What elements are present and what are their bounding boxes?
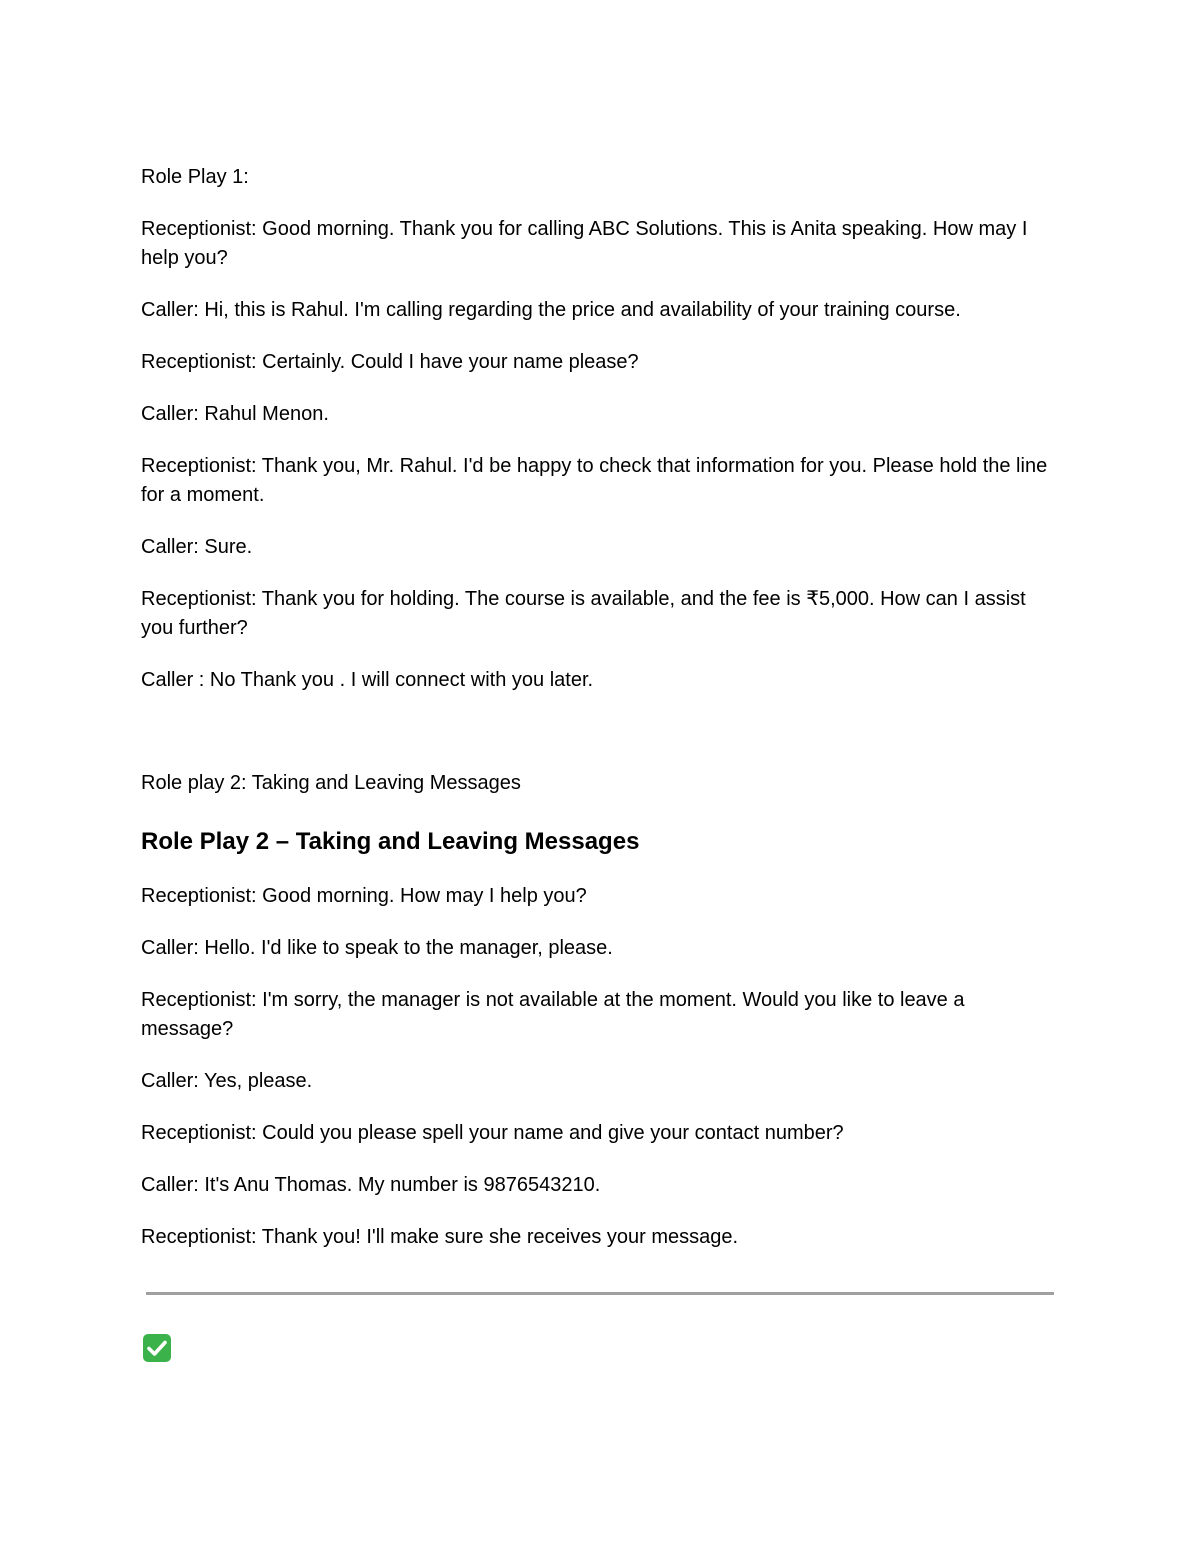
dialogue-line: Receptionist: Good morning. How may I help you? <box>141 885 587 907</box>
dialogue-line: Caller: Hi, this is Rahul. I'm calling regarding the price and availability of your training course. <box>141 299 961 321</box>
dialogue-line: Receptionist: I'm sorry, the manager is not available at the moment. Would you like to leave a message? <box>141 989 965 1040</box>
horizontal-divider <box>146 1292 1054 1295</box>
dialogue-line: Receptionist: Certainly. Could I have your name please? <box>141 351 639 373</box>
dialogue-line: Caller: It's Anu Thomas. My number is 9876543210. <box>141 1174 601 1196</box>
role-play-2-intro: Role play 2: Taking and Leaving Messages <box>141 772 521 794</box>
dialogue-line: Caller: Rahul Menon. <box>141 403 329 425</box>
dialogue-line: Receptionist: Could you please spell your name and give your contact number? <box>141 1122 844 1144</box>
dialogue-line: Receptionist: Good morning. Thank you for calling ABC Solutions. This is Anita speaking. How may I help you? <box>141 218 1028 269</box>
role-play-2-heading: Role Play 2 – Taking and Leaving Messages <box>141 828 640 855</box>
check-mark-glyph <box>143 1334 171 1362</box>
dialogue-line: Receptionist: Thank you, Mr. Rahul. I'd be happy to check that information for you. Please hold the line for a moment. <box>141 455 1048 506</box>
dialogue-line: Receptionist: Thank you for holding. The course is available, and the fee is ₹5,000. How can I assist you further? <box>141 588 1026 639</box>
check-mark-emoji-icon <box>143 1334 171 1362</box>
role-play-1-heading: Role Play 1: <box>141 166 249 188</box>
dialogue-line: Caller: Sure. <box>141 536 253 558</box>
dialogue-line: Receptionist: Thank you! I'll make sure she receives your message. <box>141 1226 739 1248</box>
dialogue-line: Caller: Hello. I'd like to speak to the manager, please. <box>141 937 613 959</box>
dialogue-line: Caller : No Thank you . I will connect with you later. <box>141 669 594 691</box>
dialogue-line: Caller: Yes, please. <box>141 1070 313 1092</box>
